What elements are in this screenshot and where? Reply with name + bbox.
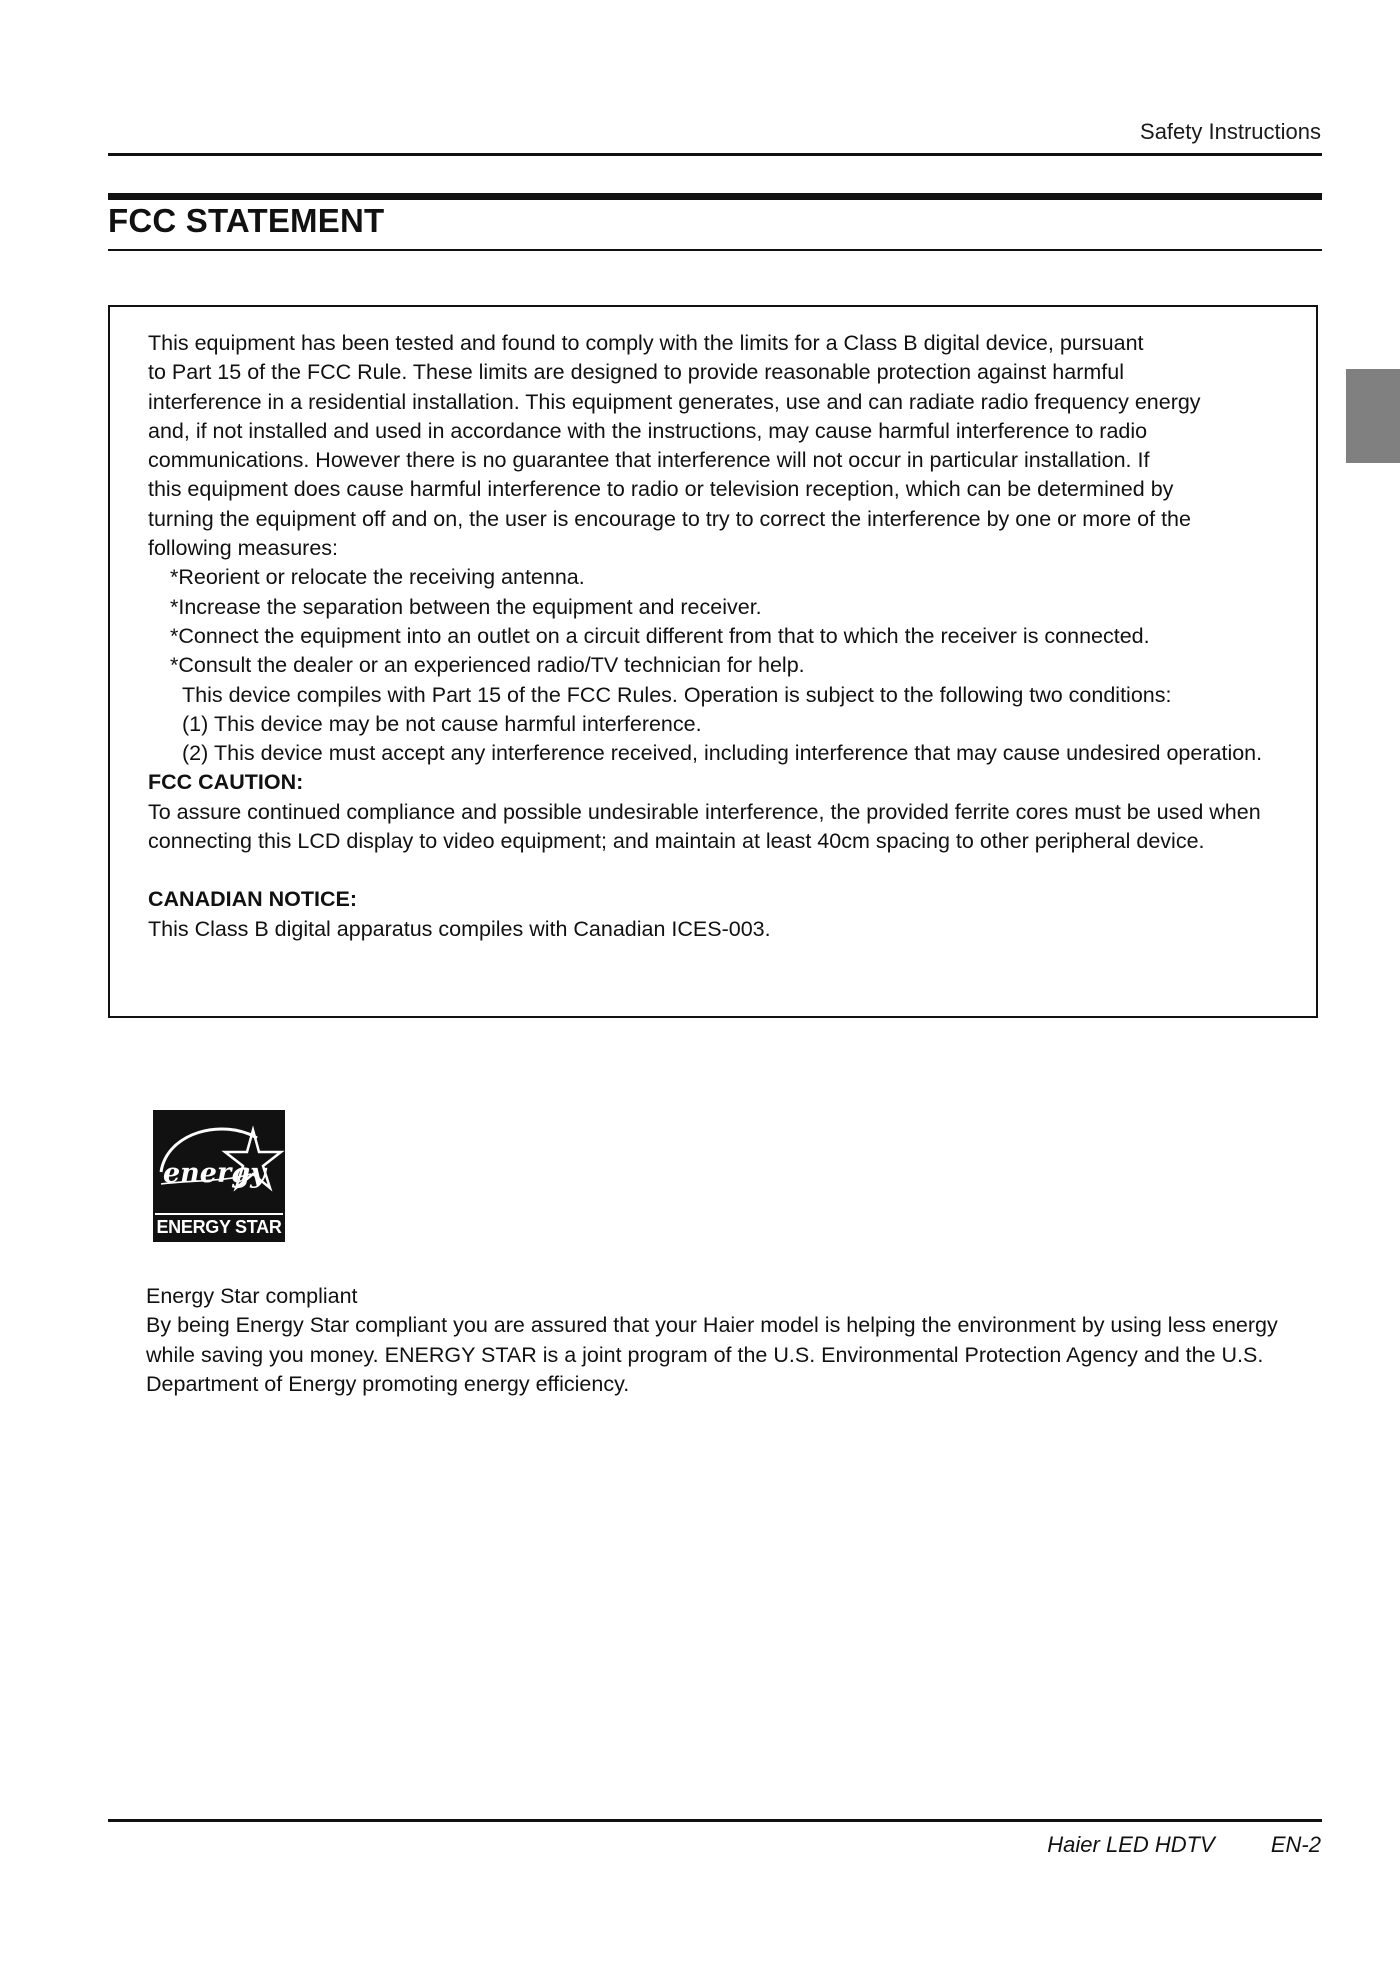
condition-item (148, 739, 1286, 768)
title-rule-top (108, 193, 1322, 200)
fcc-caution-heading: FCC CAUTION: (148, 770, 304, 795)
condition-number: (1) (182, 711, 209, 736)
fcc-intro-line: This equipment has been tested and found to comply with the limits for a Class B digital device, pursuant (148, 331, 1144, 355)
measure-item: *Connect the equipment into an outlet on a circuit different from that to which the receiver is connected. (170, 623, 1150, 648)
measure-item: *Reorient or relocate the receiving antenna. (170, 565, 585, 590)
footer-rule (108, 1819, 1322, 1822)
measure-item: *Increase the separation between the equipment and receiver. (170, 594, 762, 619)
measure-item: *Consult the dealer or an experienced radio/TV technician for help. (170, 653, 805, 678)
canadian-notice-text: This Class B digital apparatus compiles with Canadian ICES-003. (148, 916, 771, 941)
title-rule-bottom (108, 249, 1322, 251)
fcc-intro-line: this equipment does cause harmful interference to radio or television reception, which can be determined by (148, 477, 1174, 502)
section-header: Safety Instructions (1140, 119, 1321, 144)
section-tab-marker (1346, 369, 1400, 463)
canadian-notice-heading: CANADIAN NOTICE: (148, 887, 358, 912)
fcc-intro-line: and, if not installed and used in accordance with the instructions, may cause harmful interference to radio (148, 418, 1148, 443)
energy-star-section (146, 1282, 1326, 1399)
page-number: EN-2 (1270, 1832, 1321, 1857)
condition-text: This device must accept any interference received, including interference that may cause undesired operation. (214, 741, 1263, 766)
fcc-intro-line: turning the equipment off and on, the user is encourage to try to correct the interference by one or more of the (148, 506, 1191, 531)
energy-star-logo-label: ENERGY STAR (155, 1213, 283, 1240)
fcc-intro-line: interference in a residential installation. This equipment generates, use and can radiate radio frequency energy (148, 389, 1201, 414)
page-footer (1047, 1832, 1321, 1858)
energy-star-heading: Energy Star compliant (146, 1284, 358, 1308)
footer-model: Haier LED HDTV (1047, 1832, 1215, 1857)
header-rule (108, 153, 1322, 156)
fcc-intro-line: to Part 15 of the FCC Rule. These limits are designed to provide reasonable protection against harmful (148, 360, 1124, 385)
fcc-caution-text: To assure continued compliance and possible undesirable interference, the provided ferrite cores must be used when connecting this LCD display to video equipment; and maintain at least 40cm spacing to other peripheral device. (148, 799, 1261, 854)
fcc-intro-line: communications. However there is no guarantee that interference will not occur in particular installation. If (148, 448, 1150, 473)
device-statement: This device compiles with Part 15 of the FCC Rules. Operation is subject to the following two conditions: (182, 682, 1172, 707)
condition-text: This device may be not cause harmful interference. (214, 711, 702, 736)
condition-item (148, 710, 1286, 739)
energy-star-logo (153, 1110, 285, 1242)
fcc-statement-box (108, 305, 1318, 1018)
energy-star-emblem-icon (153, 1110, 285, 1215)
energy-star-body: By being Energy Star compliant you are assured that your Haier model is helping the environment by using less energy while saving you money. ENERGY STAR is a joint program of the U.S. Environmental Protection Agency and the U.S. Department of Energy promoting energy efficiency. (146, 1313, 1278, 1396)
page-title: FCC STATEMENT (108, 202, 385, 239)
fcc-intro-line: following measures: (148, 536, 339, 561)
energy-script-text: energy (163, 1158, 266, 1189)
condition-number: (2) (182, 741, 209, 766)
spacer (148, 856, 1286, 885)
